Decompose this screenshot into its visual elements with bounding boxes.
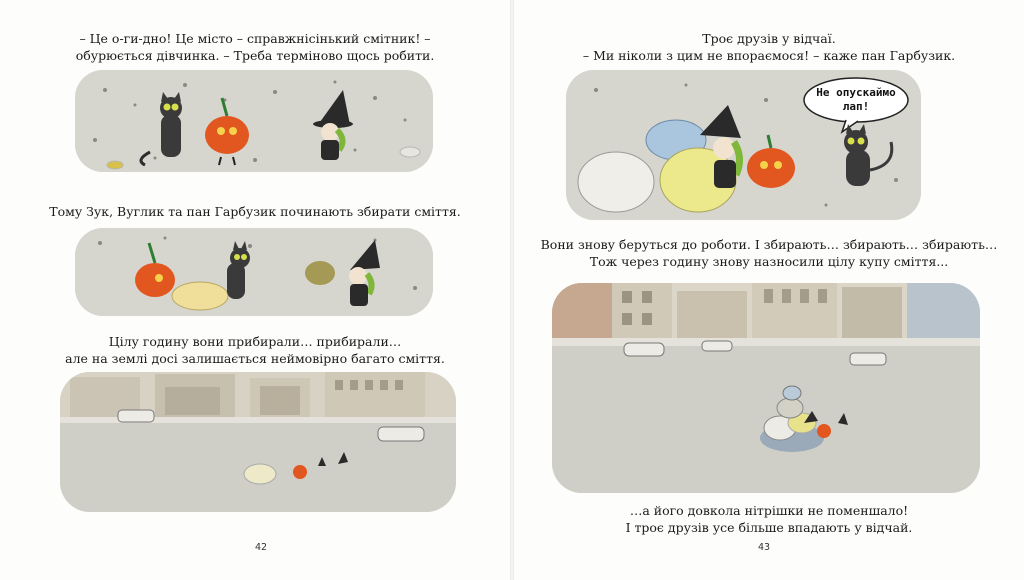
panel-city-trash-heap bbox=[552, 283, 980, 493]
trash-bag bbox=[305, 261, 335, 285]
caption-line: – Це о-ги-дно! Це місто – справжнісінький смітник! – bbox=[79, 31, 431, 46]
caption-line: Троє друзів у відчаї. bbox=[702, 31, 836, 46]
caption-1 bbox=[514, 30, 1024, 64]
caption-line: обурюється дівчинка. – Треба терміново щось робити. bbox=[75, 48, 435, 63]
panel-friends-in-despair bbox=[566, 70, 921, 220]
caption-3 bbox=[514, 502, 1024, 536]
caption-line: Тож через годину знову назносили цілу купу сміття... bbox=[589, 254, 949, 269]
caption-2 bbox=[514, 236, 1024, 270]
panel-friends-collecting bbox=[75, 228, 433, 316]
caption-1 bbox=[0, 30, 510, 64]
trash-pile bbox=[172, 282, 228, 310]
caption-line: Тому Зук, Вуглик та пан Гарбузик починають збирати сміття. bbox=[49, 204, 461, 219]
buildings bbox=[552, 283, 980, 338]
right-page bbox=[514, 0, 1024, 580]
page-number: 42 bbox=[255, 542, 268, 553]
buildings bbox=[60, 372, 456, 417]
left-page bbox=[0, 0, 510, 580]
caption-line: І троє друзів усе більше впадають у відчай. bbox=[625, 520, 913, 535]
caption-line: – Ми ніколи з цим не впораємося! – каже пан Гарбузик. bbox=[582, 48, 956, 63]
caption-2 bbox=[0, 203, 510, 220]
page-number: 43 bbox=[758, 542, 771, 553]
panel-street-cleanup-start bbox=[75, 70, 433, 172]
caption-line: …а його довкола нітрішки не поменшало! bbox=[629, 503, 909, 518]
caption-3 bbox=[0, 333, 510, 367]
speech-text-line-1: Не опускаймо bbox=[816, 86, 896, 99]
panel-city-street-wide bbox=[60, 372, 456, 512]
caption-line: Цілу годину вони прибирали… прибирали… bbox=[108, 334, 402, 349]
caption-line: Вони знову беруться до роботи. І збирають… збирають… збирають… bbox=[540, 237, 998, 252]
speech-text-line-2: лап! bbox=[842, 100, 870, 113]
caption-line: але на землі досі залишається неймовірно багато сміття. bbox=[65, 351, 445, 366]
